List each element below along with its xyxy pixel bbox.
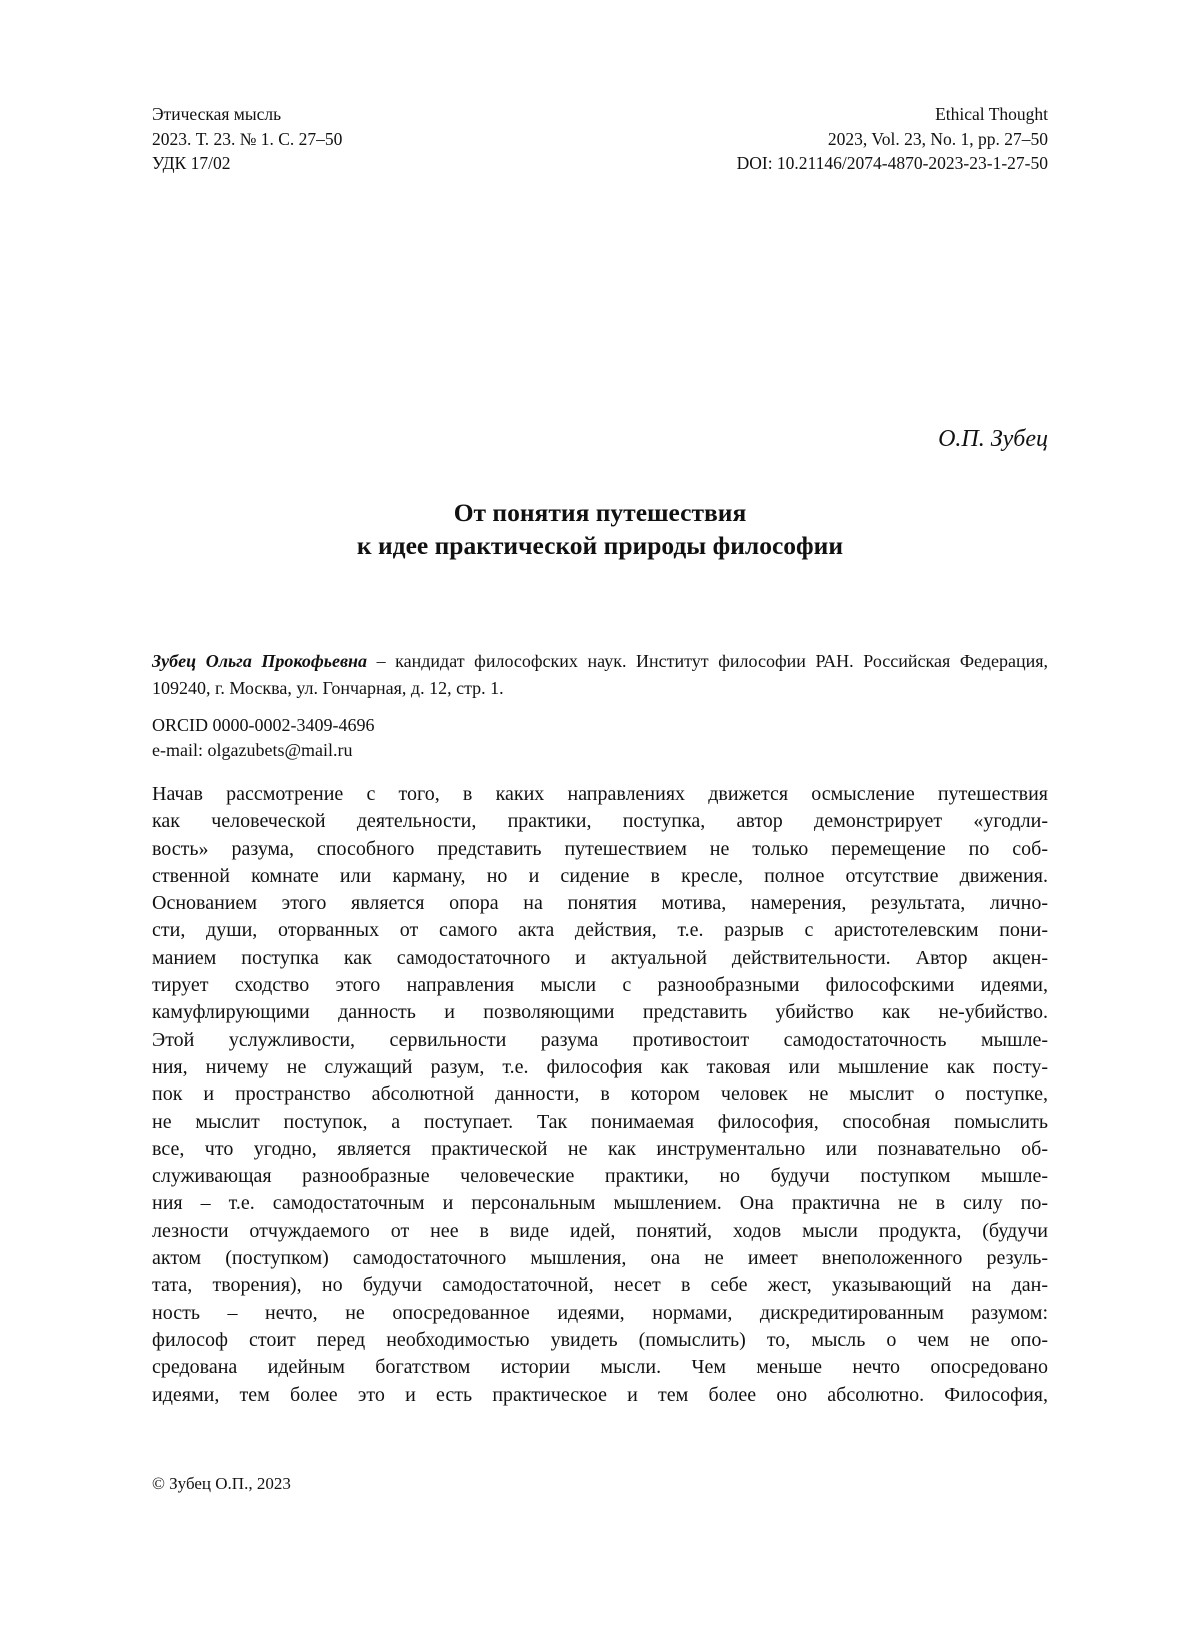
abstract-line: камуфлирующими данность и позволяющими представить убийство как не-убийство. [152,1001,1048,1024]
abstract-line: тата, творения), но будучи самодостаточной, несет в себе жест, указывающий на дан- [152,1274,1048,1297]
journal-name-ru: Этическая мысль [152,104,282,124]
abstract-line: тирует сходство этого направления мысли с разнообразными философскими идеями, [152,974,1048,997]
abstract-line: пок и пространство абсолютной данности, в котором человек не мыслит о поступке, [152,1083,1048,1106]
journal-name-en: Ethical Thought [935,104,1048,124]
orcid: ORCID 0000-0002-3409-4696 [152,715,375,735]
copyright-notice: © Зубец О.П., 2023 [152,1474,291,1493]
abstract-line: не мыслит поступок, а поступает. Так понимаемая философия, способная помыслить [152,1110,1048,1133]
abstract-line: ния, ничему не служащий разум, т.е. философия как таковая или мышление как посту- [152,1055,1048,1078]
abstract-line: Основанием этого является опора на понятия мотива, намерения, результата, лично- [152,892,1048,915]
abstract-line: все, что угодно, является практической не как инструментально или познавательно об- [152,1137,1048,1160]
author-full-name: Зубец Ольга Прокофьевна [152,651,367,671]
title-line: От понятия путешествия [453,498,747,527]
author-identifiers [152,713,375,763]
issue-info-en: 2023, Vol. 23, No. 1, pp. 27–50 [827,128,1048,149]
udc-code: УДК 17/02 [152,153,231,173]
abstract-line: лезности отчуждаемого от нее в виде идей, понятий, ходов мысли продукта, (будучи [152,1219,1048,1242]
title-line: к идее практической природы философии [356,531,844,560]
doi: DOI: 10.21146/2074-4870-2023-23-1-27-50 [736,153,1048,173]
email: e-mail: olgazubets@mail.ru [152,740,353,760]
abstract-line: сти, души, оторванных от самого акта действия, т.е. разрыв с аристотелевским пони- [152,919,1048,942]
abstract-line: Начав рассмотрение с того, в каких направлениях движется осмысление путешествия [152,783,1048,805]
abstract-line: идеями, тем более это и есть практическое и тем более оно абсолютно. Философия, [152,1383,1048,1406]
abstract-line: актом (поступком) самодостаточного мышления, она не имеет внеположенного резуль- [152,1247,1048,1270]
abstract-line: средована идейным богатством истории мысли. Чем меньше нечто опосредовано [152,1356,1048,1379]
abstract-line: Этой услужливости, сервильности разума противостоит самодостаточность мышле- [152,1028,1048,1051]
abstract-line: служивающая разнообразные человеческие практики, но будучи поступком мышле- [152,1165,1048,1188]
author-short-name: О.П. Зубец [938,426,1048,452]
journal-meta-ru [152,102,342,176]
journal-meta-en [737,102,1048,176]
author-affiliation [152,648,1048,702]
abstract-line: как человеческой деятельности, практики, поступка, автор демонстрирует «угодли- [152,810,1048,833]
abstract-line: вость» разума, способного представить путешествием не только перемещение по соб- [152,837,1048,860]
issue-info-ru: 2023. Т. 23. № 1. С. 27–50 [152,128,343,149]
abstract-line: манием поступка как самодостаточного и актуальной действительности. Автор акцен- [152,946,1048,969]
abstract-line: философ стоит перед необходимостью увидеть (помыслить) то, мысль о чем не опо- [152,1328,1048,1351]
abstract [152,781,1048,1409]
article-title [152,496,1048,562]
author-description: – кандидат философских наук. Институт философии РАН. Российская Федерация, 109240, г. Москва, ул. Гончарная, д. 12, стр. 1. [152,651,1048,698]
abstract-line: ственной комнате или карману, но и сидение в кресле, полное отсутствие движения. [152,864,1048,887]
abstract-line: ность – нечто, не опосредованное идеями, нормами, дискредитированным разумом: [152,1301,1048,1324]
abstract-line: ния – т.е. самодостаточным и персональным мышлением. Она практична не в силу по- [152,1192,1048,1215]
